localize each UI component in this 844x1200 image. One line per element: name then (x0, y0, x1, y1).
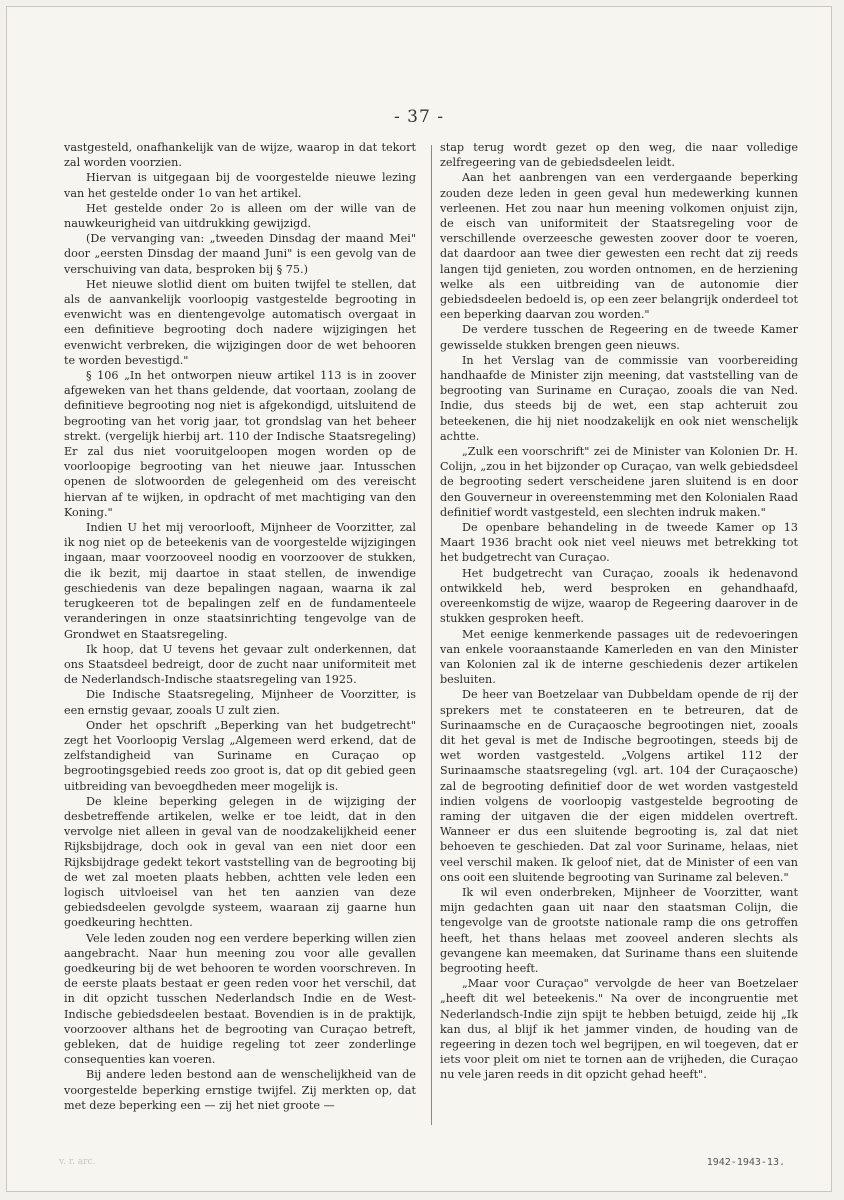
paragraph: (De vervanging van: „tweeden Dinsdag der maand Mei" door „eersten Dinsdag der maand Juni" is een gevolg van de verschuiving van data, besproken bij § 75.) (64, 232, 416, 276)
page-number: - 37 - (394, 107, 444, 127)
paragraph: Het nieuwe slotlid dient om buiten twijfel te stellen, dat als de aanvankelijk voorloopig vastgestelde begrooting in evenwicht was en dientengevolge automatisch overgaat in een definitieve begrooting doch nadere wijzigingen het evenwicht verbreken, die wijzigingen door de wet behooren te worden bevestigd." (64, 277, 416, 367)
paragraph: De kleine beperking gelegen in de wijziging der desbetreffende artikelen, welke er toe leidt, dat in den vervolge niet alleen in geval van de noodzakelijkheid eener Rijksbijdrage, doch ook in geval van een niet door een Rijksbijdrage gedekt tekort vaststelling van de begrooting bij de wet zal moeten plaats hebben, achtten vele leden een logisch uitvloeisel van het ten aanzien van deze gebiedsdeelen gevolgde systeem, waaraan zij gaarne hun goedkeuring hechtten. (64, 794, 416, 930)
paragraph: Het gestelde onder 2o is alleen om der wille van de nauwkeurigheid van uitdrukking gewijzigd. (64, 201, 416, 231)
paragraph: Hiervan is uitgegaan bij de voorgestelde nieuwe lezing van het gestelde onder 1o van het artikel. (64, 171, 416, 200)
paragraph: De verdere tusschen de Regeering en de tweede Kamer gewisselde stukken brengen geen nieuws. (440, 323, 798, 352)
paragraph: § 106 „In het ontworpen nieuw artikel 113 is in zoover afgeweken van het thans geldende, dat voortaan, zoolang de definitieve begrooting nog niet is afgekondigd, uitsluitend de begrooting van het vorig jaar, tot grondslag van het beheer strekt. (vergelijk hierbij art. 110 der Indische Staatsregeling) Er zal dus niet vooruitgeloopen mogen worden op de voorloopige begrooting van het nieuwe jaar. Intusschen openen de slotwoorden de gelegenheid om des vereischt hiervan af te wijken, in opdracht of met machtiging van den Koning." (64, 369, 416, 519)
paragraph: Onder het opschrift „Beperking van het budgetrecht" zegt het Voorloopig Verslag „Algemeen werd erkend, dat de zelfstandigheid van Suriname en Curaçao op begrootingsgebied reeds zoo groot is, dat op dit gebied geen uitbreiding van bevoegdheden meer mogelijk is. (64, 718, 416, 793)
paragraph: „Zulk een voorschrift" zei de Minister van Kolonien Dr. H. Colijn, „zou in het bijzonder op Curaçao, van welk gebiedsdeel de begrooting sedert verscheidene jaren sluitend is en door den Gouverneur in overeenstemming met den Kolonialen Raad definitief wordt vastgesteld, een slechten indruk maken." (440, 445, 798, 519)
paragraph: Het budgetrecht van Curaçao, zooals ik hedenavond ontwikkeld heb, werd besproken en gehandhaafd, overeenkomstig de wijze, waarop de Regeering daarover in de stukken gesproken heeft. (440, 566, 798, 626)
document-page (6, 6, 832, 1192)
right-column (440, 140, 798, 1083)
paragraph: Die Indische Staatsregeling, Mijnheer de Voorzitter, is een ernstig gevaar, zooals U zult zien. (64, 688, 416, 717)
footer-reference: 1942-1943-13. (706, 1157, 785, 1168)
faint-stamp: v. r. arc. (59, 1157, 96, 1167)
paragraph: Ik wil even onderbreken, Mijnheer de Voorzitter, want mijn gedachten gaan uit naar den staatsman Colijn, die tengevolge van de grootste nationale ramp die ons getroffen heeft, het thans helaas met zooveel anderen slechts als gevangene kan meemaken, dat Suriname thans een sluitende begrooting heeft. (440, 885, 798, 975)
paragraph: stap terug wordt gezet op den weg, die naar volledige zelfregeering van de gebiedsdeelen leidt. (440, 141, 798, 170)
paragraph: Ik hoop, dat U tevens het gevaar zult onderkennen, dat ons Staatsdeel bedreigt, door de zucht naar uniformiteit met de Nederlandsch-Indische staatsregeling van 1925. (64, 642, 416, 687)
paragraph: vastgesteld, onafhankelijk van de wijze, waarop in dat tekort zal worden voorzien. (64, 141, 416, 170)
paragraph: „Maar voor Curaçao" vervolgde de heer van Boetzelaer „heeft dit wel beteekenis." Na over de incongruentie met Nederlandsch-Indie zijn spijt te hebben betuigd, zeide hij „Ik kan dus, al blijf ik het jammer vinden, de houding van de regeering in dezen toch wel begrijpen, en wil toegeven, dat er iets voor pleit om niet te tornen aan de vrijheden, die Curaçao nu vele jaren reeds in dit opzicht gehad heeft". (440, 977, 798, 1082)
paragraph: De heer van Boetzelaar van Dubbeldam opende de rij der sprekers met te constateeren en te betreuren, dat de Surinaamsche en de Curaçaosche begrootingen niet, zooals dit het geval is met de Indische begrootingen, steeds bij de wet worden vastgesteld. „Volgens artikel 112 der Surinaamsche staatsregeling (vgl. art. 104 der Curaçaosche) zal de begrooting definitief door de wet worden vastgesteld indien volgens de voorloopig vastgestelde begrooting de raming der uitgaven die der eigen middelen overtreft. Wanneer er dus een sluitende begrooting is, zal dat niet behoeven te geschieden. Dat zal voor Suriname, helaas, niet veel verschil maken. Ik geloof niet, dat de Minister of een van ons ooit een sluitende begrooting van Suriname zal beleven." (440, 688, 798, 884)
column-divider (431, 145, 432, 1125)
paragraph: In het Verslag van de commissie van voorbereiding handhaafde de Minister zijn meening, dat vaststelling van de begrooting van Suriname en Curaçao, zooals die van Ned. Indie, dus steeds bij de wet, een stap achteruit zou beteekenen, die hij niet noodzakelijk en ook niet wenschelijk achtte. (440, 353, 798, 443)
paragraph: Aan het aanbrengen van een verdergaande beperking zouden deze leden in geen geval hun medewerking kunnen verleenen. Het zou naar hun meening volkomen onjuist zijn, de eisch van uniformiteit der Staatsregeling voor de verschillende overzeesche gewesten zoover door te voeren, dat daardoor aan twee dier gewesten een recht dat zij reeds langen tijd genieten, zou worden ontnomen, en de herziening welke als een uitbreiding van de autonomie dier gebiedsdeelen bedoeld is, op een zeer belangrijk onderdeel tot een beperking daarvan zou worden." (440, 171, 798, 322)
paragraph: Indien U het mij veroorlooft, Mijnheer de Voorzitter, zal ik nog niet op de beteekenis van de voorgestelde wijzigingen ingaan, maar voorzooveel noodig en voorzoover de stukken, die ik bezit, mij daartoe in staat stellen, de inwendige geschiedenis van deze bepalingen nagaan, waarna ik zal terugkeeren tot de bepalingen zelf en de fundamenteele veranderingen in onze staatsinrichting tengevolge van de Grondwet en Staatsregeling. (64, 521, 416, 641)
left-column (64, 140, 416, 1113)
paragraph: De openbare behandeling in de tweede Kamer op 13 Maart 1936 bracht ook niet veel nieuws met betrekking tot het budgetrecht van Curaçao. (440, 521, 798, 565)
paragraph: Met eenige kenmerkende passages uit de redevoeringen van enkele vooraanstaande Kamerleden en van den Minister van Kolonien zal ik de interne geschiedenis dezer artikelen besluiten. (440, 627, 798, 687)
paragraph: Vele leden zouden nog een verdere beperking willen zien aangebracht. Naar hun meening zou voor alle gevallen goedkeuring bij de wet behooren te worden voorschreven. In de eerste plaats bestaat er geen reden voor het verschil, dat in dit opzicht tusschen Nederlandsch Indie en de West-Indische gebiedsdeelen bestaat. Bovendien is in de praktijk, voorzoover althans het de begrooting van Curaçao betreft, gebleken, dat de huidige regeling tot zeer zonderlinge consequenties kan voeren. (64, 931, 416, 1067)
paragraph: Bij andere leden bestond aan de wenschelijkheid van de voorgestelde beperking ernstige twijfel. Zij merkten op, dat met deze beperking een — zij het niet groote — (64, 1068, 416, 1112)
